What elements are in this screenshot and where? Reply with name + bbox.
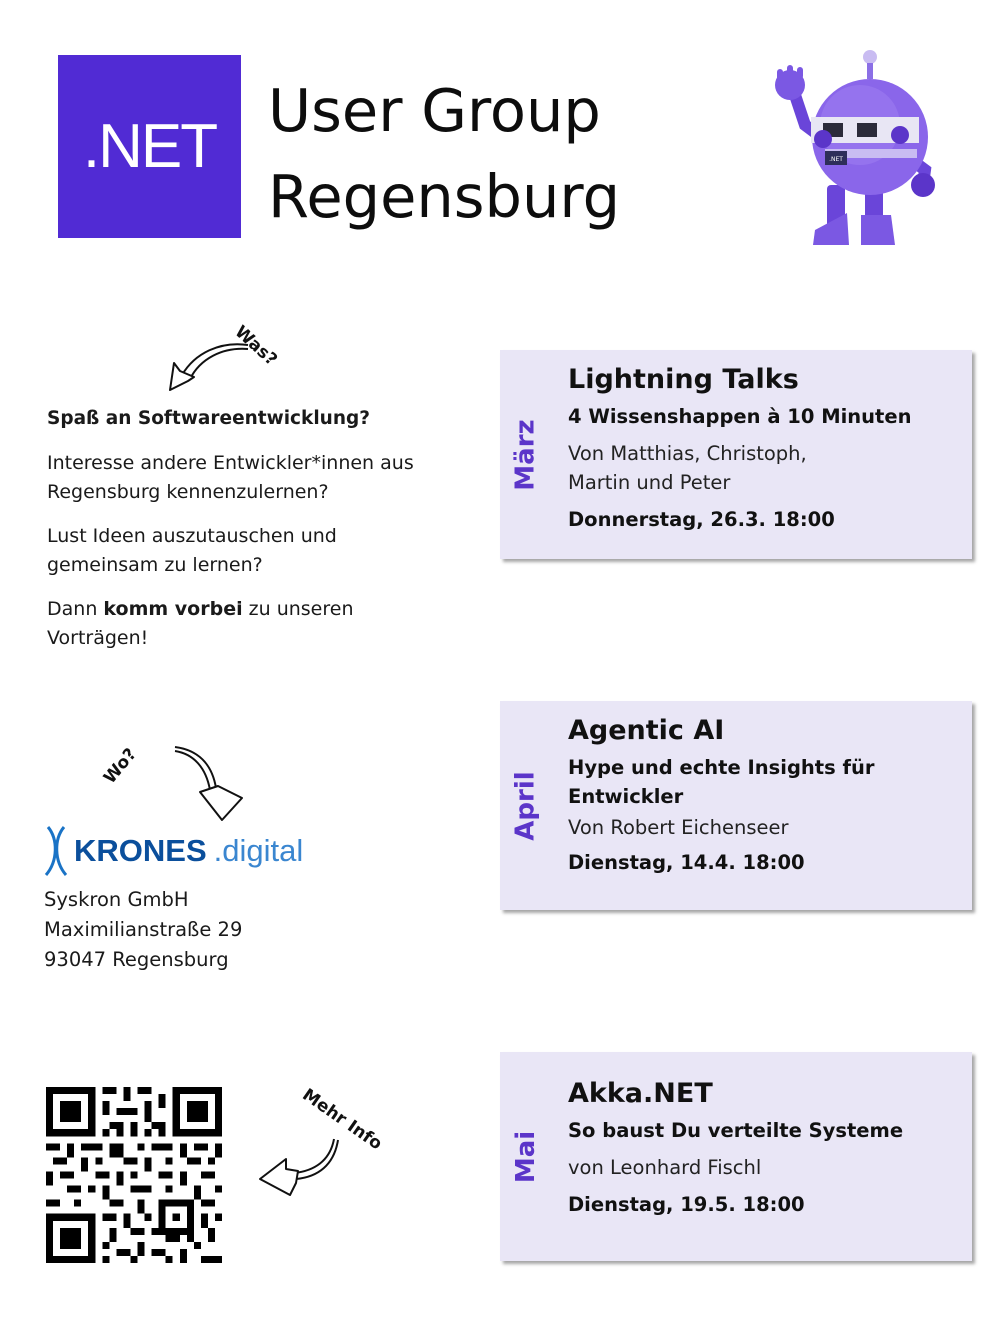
event-date: Donnerstag, 26.3. 18:00 [568,508,835,531]
event-date: Dienstag, 14.4. 18:00 [568,851,805,874]
event-subtitle: So baust Du verteilte Systeme [568,1119,904,1142]
event-month-label: April [511,770,542,841]
intro-text [47,404,447,668]
event-title: Agentic AI [568,715,725,746]
krones-digital-logo [44,824,303,878]
event-month [500,701,552,910]
event-subtitle: Hype und echte Insights für Entwickler [568,756,875,808]
event-card-maerz [500,350,972,559]
krones-logo-suffix: .digital [213,833,304,868]
qr-code-icon[interactable] [46,1087,222,1263]
dotnet-bot-mascot-icon [765,45,945,250]
event-title: Lightning Talks [568,364,799,395]
intro-lead: Spaß an Softwareentwicklung? [47,408,370,429]
mascot-badge-text: .NET [829,156,843,163]
event-speaker: Von Robert Eichenseer [568,816,789,839]
event-speaker: von Leonhard Fischl [568,1156,762,1179]
page-title [268,68,620,240]
title-line-1: User Group [268,76,601,145]
event-date: Dienstag, 19.5. 18:00 [568,1193,805,1216]
dotnet-logo [58,55,241,238]
event-month-label: März [511,418,541,491]
arrow-left-icon [256,1135,346,1207]
address-line-2: Maximilianstraße 29 [44,918,243,941]
event-card-april [500,701,972,910]
hint-was: Was? [230,322,281,371]
address [44,885,242,975]
address-line-1: Syskron GmbH [44,888,189,911]
event-month-label: Mai [511,1130,541,1183]
krones-logo-name: KRONES [74,833,207,868]
krones-mark-icon [44,825,68,877]
intro-paragraph-3 [47,595,447,653]
arrow-down-left-icon [160,335,255,395]
title-line-2: Regensburg [268,162,621,231]
event-month [500,1052,552,1261]
event-subtitle: 4 Wissenshappen à 10 Minuten [568,405,912,428]
hint-wo: Wo? [100,744,141,788]
intro-p3-bold: komm vorbei [103,598,243,620]
intro-p3-after: zu unseren Vorträgen! [47,598,354,649]
event-card-mai [500,1052,972,1261]
event-title: Akka.NET [568,1078,713,1109]
arrow-down-right-icon [170,742,250,824]
intro-p3-before: Dann [47,598,104,620]
hint-mehr-info: Mehr Info [298,1085,386,1155]
address-line-3: 93047 Regensburg [44,948,229,971]
event-speaker: Von Matthias, Christoph, Martin und Peter [568,442,807,494]
intro-paragraph-1: Interesse andere Entwickler*innen aus Regensburg kennenzulernen? [47,452,414,503]
event-month [500,350,552,559]
intro-paragraph-2: Lust Ideen auszutauschen und gemeinsam zu lernen? [47,525,337,576]
dotnet-logo-text: .NET [82,112,217,181]
